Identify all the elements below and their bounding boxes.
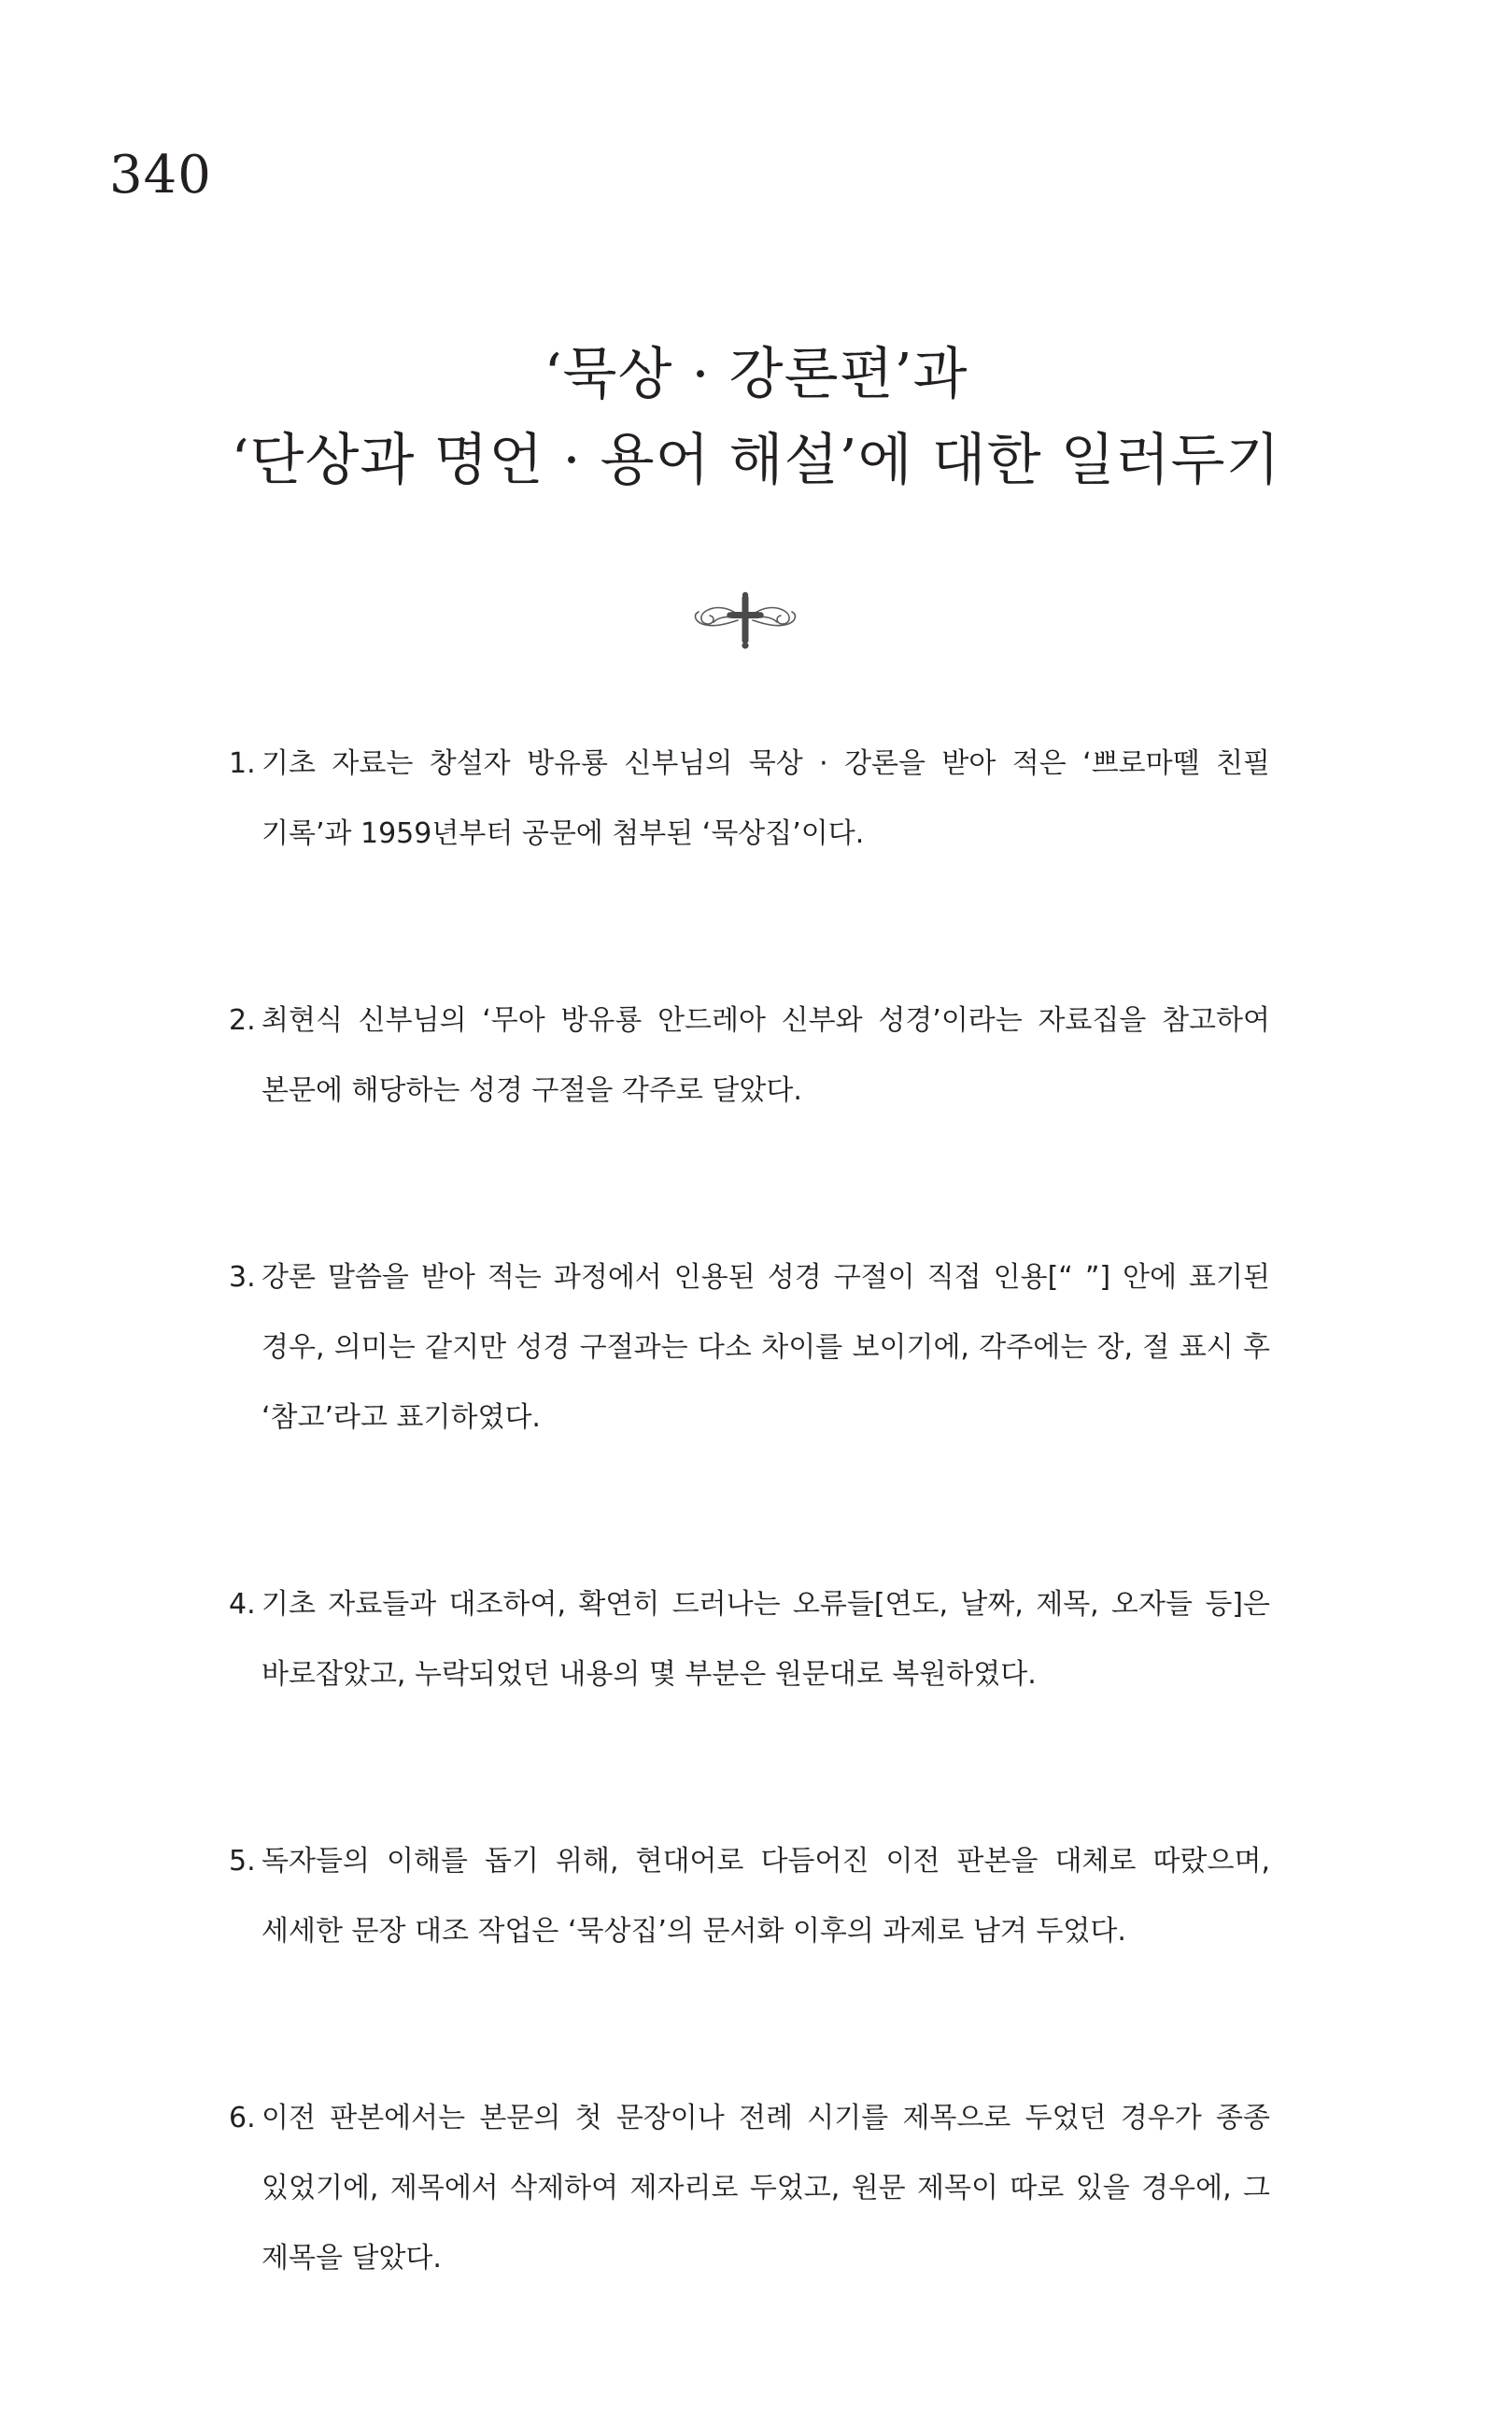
note-text: 이전 판본에서는 본문의 첫 문장이나 전례 시기를 제목으로 두었던 경우가 종종 있었기에, 제목에서 삭제하여 제자리로 두었고, 원문 제목이 따로 있을 경우에, 그 제목을 달았다.: [261, 2102, 1270, 2275]
note-number: 6.: [229, 2102, 256, 2134]
note-number: 4.: [229, 1588, 256, 1621]
page-number: 340: [109, 145, 212, 206]
note-text: 강론 말씀을 받아 적는 과정에서 인용된 성경 구절이 직접 인용[“ ”] 안에 표기된 경우, 의미는 같지만 성경 구절과는 다소 차이를 보이기에, 각주에는 장, 절 표시 후 ‘참고’라고 표기하였다.: [261, 1261, 1270, 1434]
cross-flourish-icon: [689, 587, 801, 654]
note-item-4: [229, 1569, 1270, 1709]
note-item-5: [229, 1826, 1270, 1966]
note-text: 최현식 신부님의 ‘무아 방유룡 안드레아 신부와 성경’이라는 자료집을 참고하여 본문에 해당하는 성경 구절을 각주로 달았다.: [261, 1004, 1270, 1107]
note-number: 5.: [229, 1845, 256, 1878]
note-number: 1.: [229, 747, 256, 780]
note-text: 독자들의 이해를 돕기 위해, 현대어로 다듬어진 이전 판본을 대체로 따랐으며, 세세한 문장 대조 작업은 ‘묵상집’의 문서화 이후의 과제로 남겨 두었다.: [261, 1845, 1270, 1948]
note-item-2: [229, 985, 1270, 1126]
note-text: 기초 자료는 창설자 방유룡 신부님의 묵상 · 강론을 받아 적은 ‘쁘로마뗄 친필 기록’과 1959년부터 공문에 첨부된 ‘묵상집’이다.: [261, 747, 1270, 850]
page-title: [0, 332, 1512, 503]
title-line-2: ‘단상과 명언 · 용어 해설’에 대한 일러두기: [231, 428, 1281, 493]
note-item-3: [229, 1242, 1270, 1453]
title-line-1: ‘묵상 · 강론편’과: [544, 342, 968, 407]
note-item-6: [229, 2083, 1270, 2293]
note-number: 2.: [229, 1004, 256, 1037]
notes-list: [229, 729, 1270, 2410]
note-text: 기초 자료들과 대조하여, 확연히 드러나는 오류들[연도, 날짜, 제목, 오자들 등]은 바로잡았고, 누락되었던 내용의 몇 부분은 원문대로 복원하였다.: [261, 1588, 1270, 1691]
note-number: 3.: [229, 1261, 256, 1294]
note-item-1: [229, 729, 1270, 869]
